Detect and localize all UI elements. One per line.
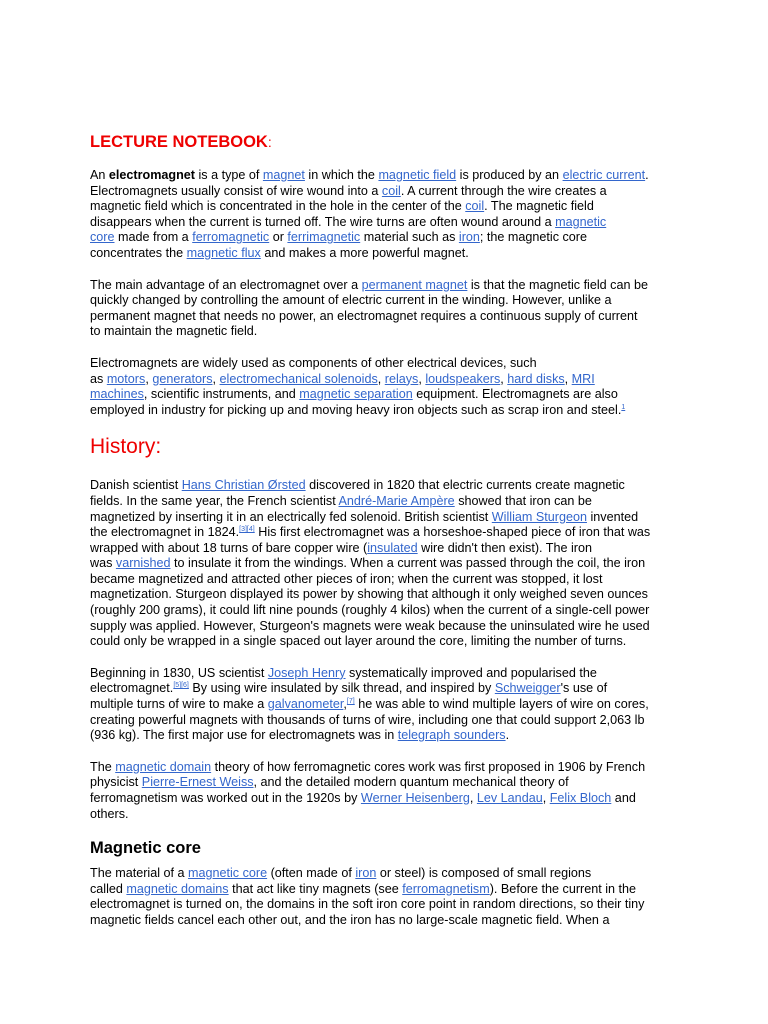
link-magnetic-flux[interactable]: magnetic flux [186,245,261,260]
link-telegraph-sounders[interactable]: telegraph sounders [397,728,506,743]
lecture-notebook-title: LECTURE NOTEBOOK: [90,133,272,151]
link-pierre-ernest-weiss[interactable]: Pierre-Ernest Weiss [141,775,254,790]
citation-link[interactable]: [3][4] [239,526,255,534]
link-magnetic-domain[interactable]: magnetic domain [115,759,212,774]
link-coil[interactable]: coil [465,199,485,214]
link-joseph-henry[interactable]: Joseph Henry [267,665,346,680]
link-mri-machines[interactable]: MRI [571,371,595,386]
history-paragraph-3: The magnetic domain theory of how ferromagnetic cores work was first proposed in 1906 by French physicist Pierre-Ernest Weiss, and the detailed modern quantum mechanical theory of ferromagnetism was worked out in the 1920s by Werner Heisenberg, Lev Landau, Felix Bloch and others. [90,759,646,821]
link-relays[interactable]: relays [384,371,419,386]
advantage-paragraph: The main advantage of an electromagnet over a permanent magnet is that the magnetic field can be quickly changed by controlling the amount of electric current in the winding. However, unlike a permanent magnet that needs no power, an electromagnet requires a continuous supply of current to maintain the magnetic field. [90,277,648,339]
link-iron[interactable]: iron [458,230,480,245]
link-ferrimagnetic[interactable]: ferrimagnetic [287,230,361,245]
link-mri-machines[interactable]: machines [90,387,144,402]
link-generators[interactable]: generators [152,371,213,386]
history-paragraph-2: Beginning in 1830, US scientist Joseph Henry systematically improved and popularised the electromagnet.[5][6] By using wire insulated by silk thread, and inspired by Schweigger's use of multiple turns of wire to make a galvanometer,[7] he was able to wind multiple layers of wire on cores, creating powerful magnets with thousands of turns of wire, including one that could support 2,063 lb (936 kg). The first major use for electromagnets was in telegraph sounders. [90,665,649,743]
link-werner-heisenberg[interactable]: Werner Heisenberg [360,791,470,805]
link-insulated[interactable]: insulated [367,540,418,555]
link-lev-landau[interactable]: Lev Landau [476,791,543,805]
link-motors[interactable]: motors [106,371,146,386]
document-page [90,132,682,945]
link-magnet[interactable]: magnet [262,168,305,182]
link-hans-christian-orsted[interactable]: Hans Christian Ørsted [181,478,306,493]
link-magnetic-core[interactable]: magnetic core [188,866,268,881]
link-schweigger[interactable]: Schweigger [494,681,561,696]
link-andre-marie-ampere[interactable]: André-Marie Ampère [338,493,455,508]
magnetic-core-heading: Magnetic core [90,839,201,858]
link-solenoids[interactable]: electromechanical solenoids [219,371,378,386]
link-magnetic-field[interactable]: magnetic field [378,168,457,182]
history-heading: History: [90,435,162,459]
link-electric-current[interactable]: electric current [562,168,646,182]
uses-paragraph: Electromagnets are widely used as components of other electrical devices, such as motors, generators, electromechanical solenoids, relays, loudspeakers, hard disks, MRI machines, scientific instruments, and magnetic separation equipment. Electromagnets are also employed in industry for picking up and moving heavy iron objects such as scrap iron and steel.$^1$ [90,355,626,417]
citation-link[interactable]: [7] [346,698,355,706]
link-magnetic-separation[interactable]: magnetic separation [299,387,413,402]
link-ferromagnetism[interactable]: ferromagnetism [402,881,490,896]
link-loudspeakers[interactable]: loudspeakers [425,371,501,386]
link-magnetic-domains[interactable]: magnetic domains [126,881,229,896]
citation-link[interactable]: 1 [621,403,626,411]
magnetic-core-paragraph: The material of a magnetic core (often made of iron or steel) is composed of small regions called magnetic domains that act like tiny magnets (see ferromagnetism). Before the current in the electromagnet is turned on, the domains in the soft iron core point in random directions, so their tiny magnetic fields cancel each other out, and the iron has no large-scale magnetic field. When a [90,866,645,927]
history-paragraph-1: Danish scientist Hans Christian Ørsted discovered in 1820 that electric currents create magnetic fields. In the same year, the French scientist André-Marie Ampère showed that iron can be magnetized by inserting it in an electrically fed solenoid. British scientist William Sturgeon invented the electromagnet in 1824.[3][4] His first electromagnet was a horseshoe-shaped piece of iron that was wrapped with about 18 turns of bare copper wire (insulated wire didn't then exist). The iron was varnished to insulate it from the windings. When a current was passed through the coil, the iron became magnetized and attracted other pieces of iron; when the current was stopped, it lost magnetization. Sturgeon displayed its power by showing that although it only weighed seven ounces (roughly 200 grams), it could lift nine pounds (roughly 4 kilos) when the current of a single-cell power supply was applied. However, Sturgeon's magnets were weak because the uninsulated wire he used could only be wrapped in a single spaced out layer around the core, limiting the number of turns. [90,478,651,649]
link-ferromagnetic[interactable]: ferromagnetic [192,230,270,245]
link-magnetic-core[interactable]: magnetic [555,214,607,229]
link-permanent-magnet[interactable]: permanent magnet [361,277,468,292]
link-felix-bloch[interactable]: Felix Bloch [549,791,612,805]
link-william-sturgeon[interactable]: William Sturgeon [491,509,587,524]
link-coil[interactable]: coil [381,183,401,198]
link-magnetic-core[interactable]: core [90,230,115,245]
link-varnished[interactable]: varnished [115,556,171,571]
link-iron[interactable]: iron [355,866,377,881]
citation-link[interactable]: [5][6] [173,682,189,690]
link-hard-disks[interactable]: hard disks [507,371,565,386]
intro-paragraph: An electromagnet is a type of magnet in which the magnetic field is produced by an electric current. Electromagnets usually consist of wire wound into a coil. A current through the wire creates a magnetic field which is concentrated in the hole in the center of the coil. The magnetic field disappears when the current is turned off. The wire turns are often wound around a magnetic core made from a ferromagnetic or ferrimagnetic material such as iron; the magnetic core concentrates the magnetic flux and makes a more powerful magnet. [90,168,649,260]
link-galvanometer[interactable]: galvanometer [267,697,344,712]
